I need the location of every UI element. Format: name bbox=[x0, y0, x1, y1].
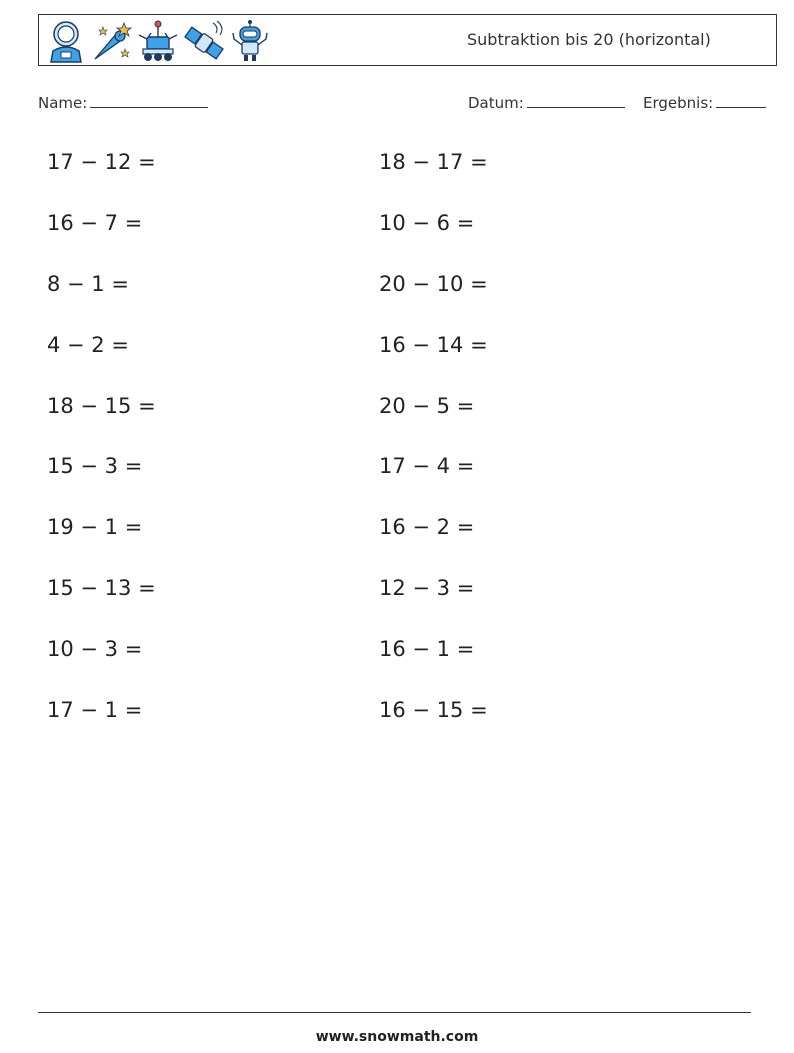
header-icons bbox=[45, 19, 271, 63]
problem-left-4: 4 − 2 = bbox=[47, 333, 129, 357]
date-label: Datum: bbox=[468, 94, 524, 112]
footer-divider bbox=[38, 1012, 751, 1013]
problem-right-10: 16 − 15 = bbox=[379, 698, 488, 722]
score-label: Ergebnis: bbox=[643, 94, 714, 112]
score-blank[interactable] bbox=[716, 93, 766, 108]
score-field bbox=[643, 93, 766, 112]
problem-right-6: 17 − 4 = bbox=[379, 454, 475, 478]
worksheet-title: Subtraktion bis 20 (horizontal) bbox=[467, 30, 711, 49]
problem-left-8: 15 − 13 = bbox=[47, 576, 156, 600]
name-label: Name: bbox=[38, 94, 88, 112]
date-field bbox=[468, 93, 625, 112]
name-blank[interactable] bbox=[90, 93, 208, 108]
problem-left-1: 17 − 12 = bbox=[47, 150, 156, 174]
problem-left-9: 10 − 3 = bbox=[47, 637, 143, 661]
robot-icon bbox=[229, 19, 271, 63]
problem-right-7: 16 − 2 = bbox=[379, 515, 475, 539]
problem-right-4: 16 − 14 = bbox=[379, 333, 488, 357]
date-blank[interactable] bbox=[527, 93, 625, 108]
problem-left-2: 16 − 7 = bbox=[47, 211, 143, 235]
worksheet-header bbox=[38, 14, 777, 66]
problem-left-7: 19 − 1 = bbox=[47, 515, 143, 539]
astronaut-icon bbox=[45, 19, 87, 63]
problem-right-9: 16 − 1 = bbox=[379, 637, 475, 661]
footer-website[interactable]: www.snowmath.com bbox=[315, 1029, 479, 1045]
rover-icon bbox=[137, 19, 179, 63]
problem-right-5: 20 − 5 = bbox=[379, 394, 475, 418]
problem-left-5: 18 − 15 = bbox=[47, 394, 156, 418]
problem-left-10: 17 − 1 = bbox=[47, 698, 143, 722]
satellite-icon bbox=[183, 19, 225, 63]
name-field bbox=[38, 93, 208, 112]
problem-right-2: 10 − 6 = bbox=[379, 211, 475, 235]
problem-right-8: 12 − 3 = bbox=[379, 576, 475, 600]
problem-right-1: 18 − 17 = bbox=[379, 150, 488, 174]
problem-left-6: 15 − 3 = bbox=[47, 454, 143, 478]
problem-right-3: 20 − 10 = bbox=[379, 272, 488, 296]
problem-left-3: 8 − 1 = bbox=[47, 272, 129, 296]
comet-icon bbox=[91, 19, 133, 63]
